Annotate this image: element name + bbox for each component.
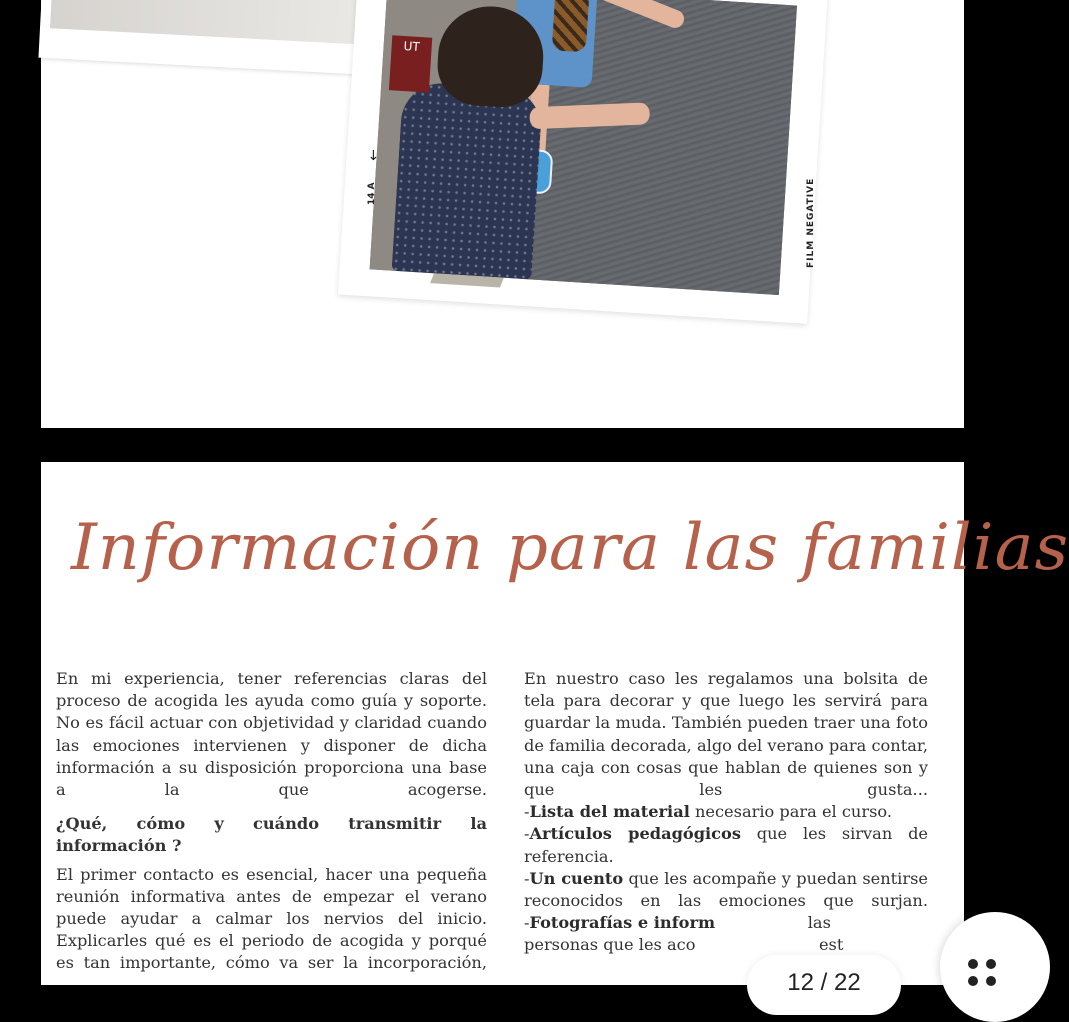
page-main bbox=[41, 462, 1069, 985]
left-column bbox=[56, 668, 487, 975]
list-item-fotografias-line-2: personas que les aco est bbox=[524, 935, 844, 955]
subheading-line-1: ¿Qué, cómo y cuándo transmitir la bbox=[56, 814, 487, 834]
list-item-articulos-bold: Artículos pedagógicos bbox=[529, 824, 741, 844]
photo-sign: UT bbox=[389, 35, 432, 92]
grid-dot-icon bbox=[968, 976, 978, 986]
list-item-fotografias bbox=[524, 912, 928, 934]
grid-dot-icon bbox=[986, 976, 996, 986]
left-paragraph-3: Explicarles qué es el periodo de acogida y porqué es tan importante, cómo va ser la incorporación, bbox=[56, 931, 487, 973]
polaroid-photo-frame bbox=[338, 0, 828, 324]
frame-number-label: 14 A bbox=[367, 182, 377, 205]
list-item-articulos-prefix: - bbox=[524, 824, 530, 844]
children-photo bbox=[370, 0, 797, 295]
list-item-cuento-bold: Un cuento bbox=[529, 868, 624, 888]
film-negative-label: FILM NEGATIVE bbox=[806, 177, 816, 268]
grid-menu-button[interactable] bbox=[940, 912, 1050, 1022]
list-item-fotografias-rest: las bbox=[715, 913, 831, 933]
subheading-line-2: información ? bbox=[56, 836, 182, 856]
left-paragraph-2: El primer contacto es esencial, hacer una pequeña reunión informativa antes de empezar el verano puede ayudar a calmar los nervios del inicio. bbox=[56, 864, 487, 929]
list-item-material-bold: Lista del material bbox=[529, 802, 690, 822]
left-paragraph-1: En mi experiencia, tener referencias claras del proceso de acogida les ayuda como guía y soporte. No es fácil actuar con objetividad y claridad cuando las emociones intervienen y disponer de dicha información a su disposición proporciona una base a la que acogerse. bbox=[56, 669, 487, 800]
photo-child-front bbox=[392, 81, 544, 279]
right-column bbox=[524, 668, 928, 957]
page-indicator[interactable]: 12 / 22 bbox=[747, 955, 901, 1015]
list-item-cuento bbox=[524, 868, 928, 912]
list-item-material-rest: necesario para el curso. bbox=[689, 802, 892, 822]
list-item-articulos bbox=[524, 823, 928, 867]
photo-child-scarf bbox=[552, 0, 590, 52]
grid-dot-icon bbox=[986, 959, 996, 969]
list-item-cuento-prefix: - bbox=[524, 868, 530, 888]
right-paragraph-1: En nuestro caso les regalamos una bolsita de tela para decorar y que luego les servirá para guardar la muda. También pueden traer una foto de familia decorada, algo del verano para contar, una caja con cosas que hablan de quienes son y que les gusta... bbox=[524, 669, 928, 800]
list-item-fotografias-bold: Fotografías e inform bbox=[529, 913, 716, 933]
list-item-material bbox=[524, 801, 928, 823]
page-title: Información para las familias bbox=[71, 511, 1069, 585]
page-top bbox=[41, 0, 964, 428]
list-item-articulos-rest: que les sirvan de referencia. bbox=[524, 824, 929, 866]
list-item-material-prefix: - bbox=[524, 802, 530, 822]
grid-dot-icon bbox=[968, 959, 978, 969]
frame-arrow-icon: → bbox=[365, 149, 381, 161]
list-item-cuento-rest: que les acompañe y puedan sentirse reconocidos en las emociones que surjan. bbox=[524, 868, 928, 911]
list-item-fotografias-prefix: - bbox=[524, 913, 530, 933]
